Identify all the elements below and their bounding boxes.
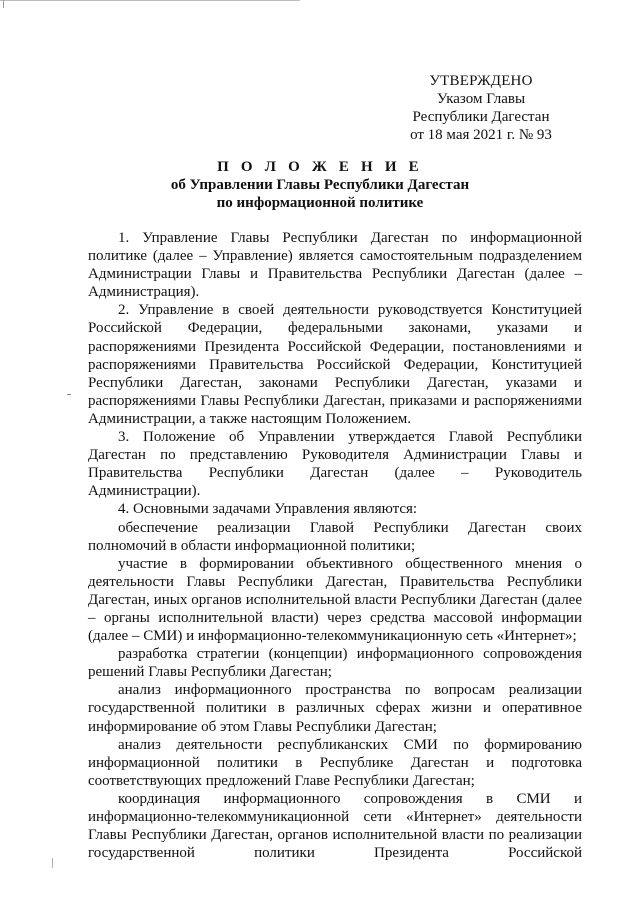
approval-date-number: от 18 мая 2021 г. № 93 [410,127,552,143]
paragraph: 1. Управление Главы Республики Дагестан по информационной политике (далее – Управление) является самостоятельным подразделением Администрации Главы и Правительства Республики Дагестан (далее – Администрация). [88,230,582,301]
document-subtitle-line2: по информационной политике [216,195,424,211]
document-heading [90,158,550,212]
approval-title: УТВЕРЖДЕНО [429,73,533,89]
approval-stamp-block [396,72,566,144]
approval-decree: Указом Главы [436,91,526,107]
scan-artifact [52,858,53,868]
paragraph: 2. Управление в своей деятельности руководствуется Конституцией Российской Федерации, федеральными законами, указами и распоряжениями Президента Российской Федерации, постановлениями и распоряжениями Правительства Российской Федерации, Конституцией Республики Дагестан, законами Республики Дагестан, указами и распоряжениями Главы Республики Дагестан, приказами и распоряжениями Администрации, а также настоящим Положением. [88,302,582,427]
scan-edge-mark [3,0,4,8]
paragraph: 4. Основными задачами Управления являются: [118,501,418,518]
scan-artifact [67,394,71,395]
paragraph: разработка стратегии (концепции) информационного сопровождения решений Главы Республики Дагестан; [88,646,582,681]
paragraph: анализ информационного пространства по вопросам реализации государственной политики в различных сферах жизни и оперативное информирование об этом Главы Республики Дагестан; [88,682,582,735]
paragraph: обеспечение реализации Главой Республики Дагестан своих полномочий в области информационной политики; [88,519,582,554]
document-body [88,229,582,862]
approval-republic: Республики Дагестан [412,109,550,125]
document-subtitle-line1: об Управлении Главы Республики Дагестан [170,177,470,193]
document-title: П О Л О Ж Е Н И Е [217,159,423,175]
scan-edge-mark [0,0,300,1]
paragraph: участие в формировании объективного общественного мнения о деятельности Главы Республики Дагестан, Правительства Республики Дагестан, иных органов исполнительной власти Республики Дагестан (далее – органы исполнительной власти) через средства массовой информации (далее – СМИ) и информационно-телекоммуникационную сеть «Интернет»; [88,555,582,645]
paragraph: координация информационного сопровождения в СМИ и информационно-телекоммуникационной сети «Интернет» деятельности Главы Республики Дагестан, органов исполнительной власти по реализации государственной политики Президента Российской [88,790,582,862]
paragraph: анализ деятельности республиканских СМИ по формированию информационной политики в Республике Дагестан и подготовка соответствующих предложений Главе Республики Дагестан; [88,736,582,789]
paragraph: 3. Положение об Управлении утверждается Главой Республики Дагестан по представлению Руководителя Администрации Главы и Правительства Республики Дагестан (далее – Руководитель Администрации). [88,429,582,500]
